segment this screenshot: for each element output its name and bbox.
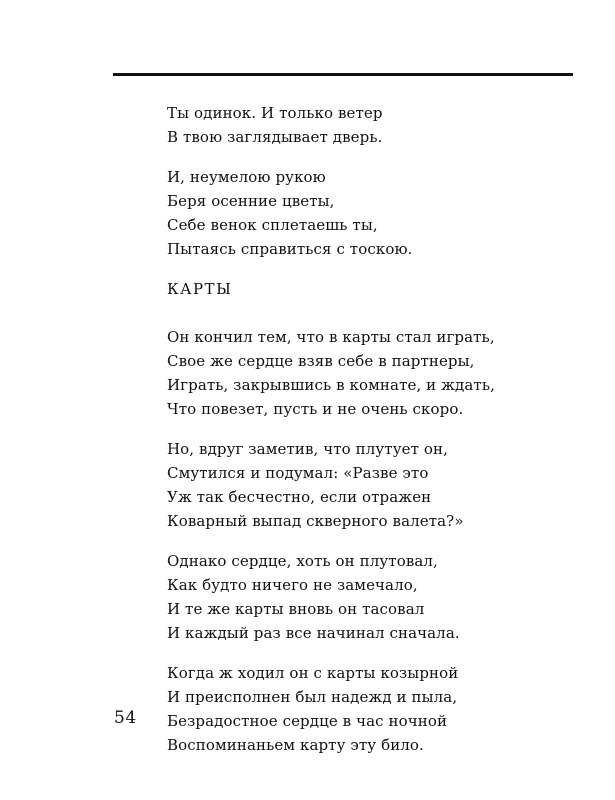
verse-line: И, неумелою рукою: [167, 168, 326, 186]
stanza: [167, 661, 567, 757]
verse-line: Он кончил тем, что в карты стал играть,: [167, 328, 495, 346]
verse-line: Играть, закрывшись в комнате, и ждать,: [167, 376, 495, 394]
verse-line: И преисполнен был надежд и пыла,: [167, 688, 458, 706]
stanza: [167, 101, 567, 149]
stanza: [167, 437, 567, 533]
page-content: [167, 101, 567, 773]
verse-line: Что повезет, пусть и не очень скоро.: [167, 400, 464, 418]
verse-line: В твою заглядывает дверь.: [167, 128, 383, 146]
verse-line: Смутился и подумал: «Разве это: [167, 464, 429, 482]
verse-line: Воспоминаньем карту эту било.: [167, 736, 424, 754]
header-rule: [113, 73, 573, 76]
verse-line: Как будто ничего не замечало,: [167, 576, 418, 594]
verse-line: И каждый раз все начинал сначала.: [167, 624, 460, 642]
verse-line: Пытаясь справиться с тоскою.: [167, 240, 413, 258]
verse-line: Коварный выпад скверного валета?»: [167, 512, 464, 530]
stanza: [167, 549, 567, 645]
page-number: 54: [114, 708, 137, 728]
verse-line: Но, вдруг заметив, что плутует он,: [167, 440, 448, 458]
verse-line: И те же карты вновь он тасовал: [167, 600, 425, 618]
verse-line: Безрадостное сердце в час ночной: [167, 712, 448, 730]
verse-line: Свое же сердце взяв себе в партнеры,: [167, 352, 475, 370]
verse-line: Ты одинок. И только ветер: [167, 104, 383, 122]
stanza: [167, 165, 567, 261]
verse-line: Однако сердце, хоть он плутовал,: [167, 552, 438, 570]
verse-line: Беря осенние цветы,: [167, 192, 335, 210]
verse-line: Уж так бесчестно, если отражен: [167, 488, 432, 506]
poem-title: КАРТЫ: [167, 280, 233, 298]
verse-line: Когда ж ходил он с карты козырной: [167, 664, 459, 682]
stanza: [167, 325, 567, 421]
verse-line: Себе венок сплетаешь ты,: [167, 216, 378, 234]
